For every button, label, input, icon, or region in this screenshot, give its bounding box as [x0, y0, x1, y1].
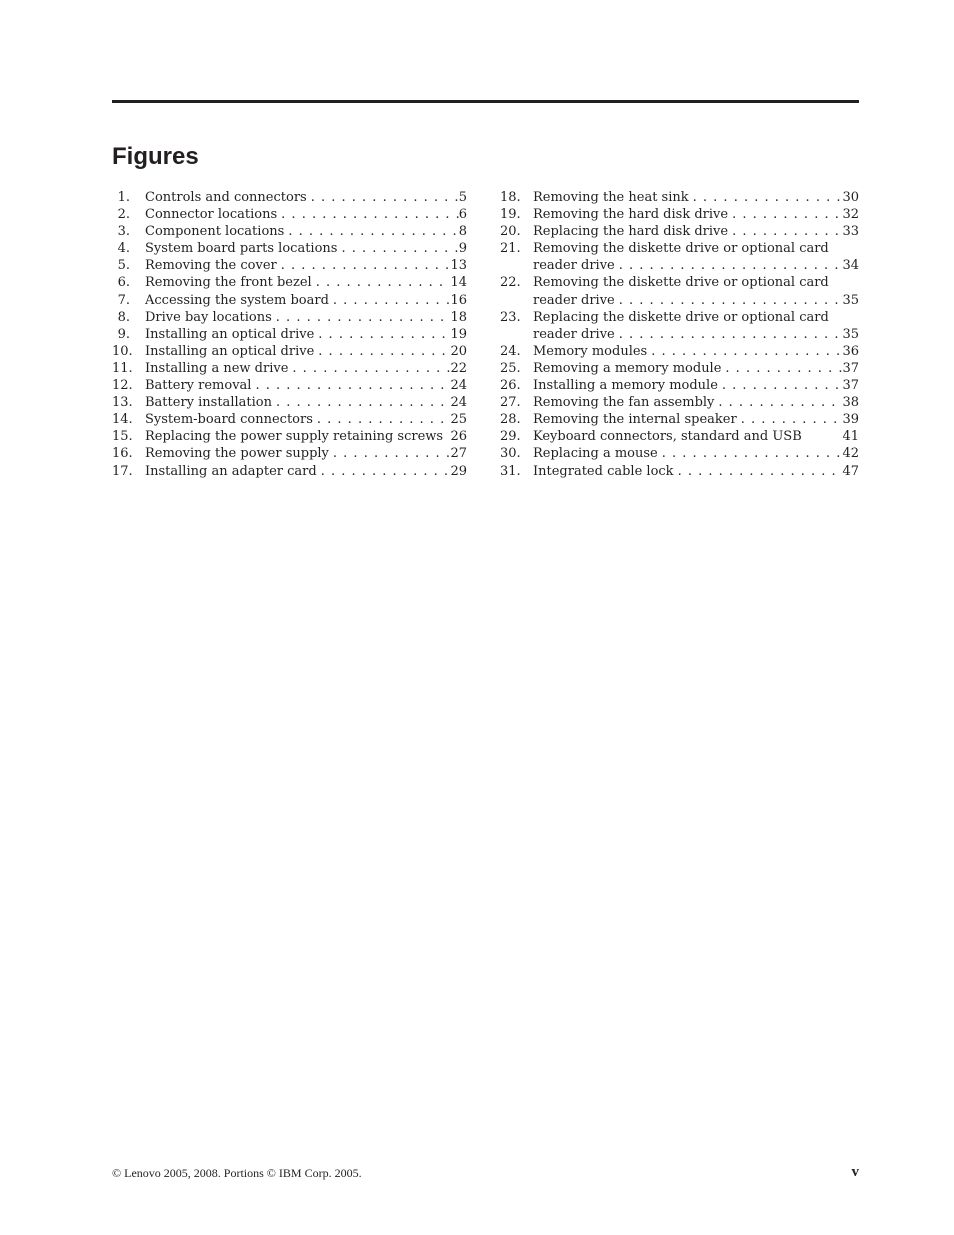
- dot-leader: [337, 240, 458, 257]
- entry-page-number: 29: [450, 463, 467, 479]
- entry-body: [533, 394, 859, 411]
- entry-page-number: 16: [450, 292, 467, 308]
- entry-line: [145, 274, 467, 291]
- entry-number: 8.: [117, 309, 130, 325]
- entry-page-number: 27: [450, 446, 467, 462]
- entry-line: [145, 377, 467, 394]
- entry-title: Removing the front bezel: [145, 275, 312, 291]
- toc-entry[interactable]: [112, 445, 467, 462]
- entry-page-number: 14: [450, 275, 467, 291]
- toc-entry[interactable]: [500, 274, 859, 308]
- entry-page-number: 35: [842, 292, 859, 308]
- entry-body: [533, 223, 859, 240]
- entry-title: reader drive: [533, 326, 615, 342]
- entry-page-number: 37: [842, 378, 859, 394]
- top-rule: [112, 100, 859, 103]
- entry-body: [145, 257, 467, 274]
- entry-body: [145, 377, 467, 394]
- entry-page-number: 9: [458, 241, 467, 257]
- entry-line: [533, 326, 859, 343]
- entry-page-number: 39: [842, 412, 859, 428]
- toc-entry[interactable]: [500, 223, 859, 240]
- entry-line: [145, 428, 467, 445]
- entry-body: [145, 274, 467, 291]
- entry-number: 13.: [112, 395, 133, 411]
- toc-entry[interactable]: [500, 189, 859, 206]
- entry-number: 1.: [117, 190, 130, 205]
- entry-number: 26.: [500, 378, 521, 394]
- entry-title: Installing a memory module: [533, 378, 718, 394]
- toc-entry[interactable]: [112, 411, 467, 428]
- entry-page-number: 20: [450, 343, 467, 359]
- entry-body: [145, 326, 467, 343]
- entry-number: 18.: [500, 190, 521, 205]
- dot-leader: [647, 343, 842, 360]
- dot-leader: [737, 411, 843, 428]
- entry-title: System-board connectors: [145, 412, 313, 428]
- entry-page-number: 30: [842, 190, 859, 205]
- entry-number: 31.: [500, 463, 521, 479]
- dot-leader: [615, 257, 843, 274]
- toc-entry[interactable]: [500, 445, 859, 462]
- entry-line: [145, 394, 467, 411]
- dot-leader: [251, 377, 450, 394]
- entry-title: Replacing the hard disk drive: [533, 224, 729, 240]
- entry-title: Battery removal: [145, 378, 252, 394]
- dot-leader: [329, 292, 451, 309]
- entry-title-line1: Replacing the diskette drive or optional card: [533, 309, 829, 325]
- entry-line: [145, 411, 467, 428]
- entry-line: [533, 189, 859, 206]
- entry-body: [533, 309, 859, 343]
- toc-entry[interactable]: [112, 189, 467, 206]
- toc-entry[interactable]: [112, 274, 467, 291]
- toc-entry[interactable]: [500, 206, 859, 223]
- entry-title: reader drive: [533, 258, 615, 274]
- entry-line: [145, 309, 467, 326]
- entry-number: 3.: [117, 224, 130, 240]
- dot-leader: [314, 343, 450, 360]
- toc-entry[interactable]: [112, 223, 467, 240]
- entry-body: [533, 360, 859, 377]
- dot-leader: [272, 309, 451, 326]
- entry-title-line1: Removing the diskette drive or optional card: [533, 241, 829, 257]
- entry-page-number: 35: [842, 326, 859, 342]
- dot-leader: [277, 206, 459, 223]
- toc-left-column: [112, 189, 467, 480]
- dot-leader: [277, 257, 451, 274]
- dot-leader: [674, 463, 843, 480]
- toc-entry[interactable]: [112, 292, 467, 309]
- entry-body: [533, 240, 859, 274]
- entry-body: [145, 360, 467, 377]
- entry-body: [533, 343, 859, 360]
- dot-leader: [718, 377, 843, 394]
- toc-entry[interactable]: [112, 343, 467, 360]
- entry-number: 2.: [117, 207, 130, 223]
- entry-title: Installing an optical drive: [145, 343, 315, 359]
- entry-number: 12.: [112, 378, 133, 394]
- entry-line: [533, 223, 859, 240]
- entry-body: [145, 428, 467, 445]
- entry-page-number: 26: [450, 429, 467, 445]
- entry-line: [533, 360, 859, 377]
- entry-line: [533, 428, 859, 445]
- footer-page-number: v: [851, 1164, 859, 1180]
- entry-title: Battery installation: [145, 395, 272, 411]
- dot-leader: [312, 274, 451, 291]
- entry-body: [145, 189, 467, 206]
- entry-line: [145, 240, 467, 257]
- entry-title: Controls and connectors: [145, 190, 307, 205]
- entry-number: 29.: [500, 429, 521, 445]
- entry-number: 4.: [117, 241, 130, 257]
- dot-leader: [615, 326, 843, 343]
- dot-leader: [272, 394, 450, 411]
- entry-title: Connector locations: [145, 207, 278, 223]
- entry-page-number: 42: [842, 446, 859, 462]
- entry-page-number: 13: [450, 258, 467, 274]
- entry-line: [145, 189, 467, 206]
- entry-body: [533, 274, 859, 308]
- dot-leader: [658, 445, 843, 462]
- entry-line: [145, 206, 467, 223]
- entry-title: Keyboard connectors, standard and USB: [533, 429, 802, 445]
- toc-entry[interactable]: [500, 309, 859, 343]
- toc-right-column: [500, 189, 859, 480]
- entry-title: Removing the fan assembly: [533, 395, 715, 411]
- entry-body: [145, 292, 467, 309]
- entry-number: 22.: [500, 275, 521, 291]
- entry-title: Removing the power supply: [145, 446, 329, 462]
- toc-entry[interactable]: [112, 428, 467, 445]
- entry-body: [145, 240, 467, 257]
- entry-page-number: 41: [842, 429, 859, 445]
- toc-entry[interactable]: [112, 309, 467, 326]
- entry-title: Integrated cable lock: [533, 463, 674, 479]
- entry-body: [145, 411, 467, 428]
- entry-page-number: 6: [458, 207, 467, 223]
- entry-number: 7.: [117, 292, 130, 308]
- dot-leader: [307, 189, 459, 206]
- entry-line: [145, 292, 467, 309]
- entry-line: [145, 257, 467, 274]
- toc-entry[interactable]: [500, 463, 859, 480]
- dot-leader: [329, 445, 451, 462]
- entry-page-number: 25: [450, 412, 467, 428]
- entry-body: [533, 377, 859, 394]
- entry-line: [145, 326, 467, 343]
- entry-body: [533, 206, 859, 223]
- dot-leader: [284, 223, 458, 240]
- dot-leader: [314, 326, 450, 343]
- entry-title: Memory modules: [533, 343, 648, 359]
- entry-title: System board parts locations: [145, 241, 338, 257]
- entry-title: Replacing a mouse: [533, 446, 658, 462]
- toc-entry[interactable]: [500, 240, 859, 274]
- entry-title: Removing the hard disk drive: [533, 207, 729, 223]
- dot-leader: [615, 292, 843, 309]
- entry-number: 20.: [500, 224, 521, 240]
- entry-page-number: 5: [458, 190, 467, 205]
- entry-title: Installing an adapter card: [145, 463, 317, 479]
- entry-line: [145, 343, 467, 360]
- entry-page-number: 24: [450, 378, 467, 394]
- entry-title: Removing the heat sink: [533, 190, 689, 205]
- entry-title: Installing an optical drive: [145, 326, 315, 342]
- entry-body: [533, 428, 859, 445]
- entry-number: 6.: [117, 275, 130, 291]
- entry-page-number: 38: [842, 395, 859, 411]
- entry-number: 16.: [112, 446, 133, 462]
- entry-body: [145, 445, 467, 462]
- entry-title: Removing the cover: [145, 258, 277, 274]
- entry-title: Drive bay locations: [145, 309, 272, 325]
- entry-number: 9.: [117, 326, 130, 342]
- dot-leader: [714, 394, 842, 411]
- footer-copyright: © Lenovo 2005, 2008. Portions © IBM Corp. 2005.: [112, 1166, 362, 1180]
- entry-number: 23.: [500, 309, 521, 325]
- toc-entry[interactable]: [500, 343, 859, 360]
- entry-page-number: 22: [450, 360, 467, 376]
- toc-entry[interactable]: [500, 360, 859, 377]
- entry-line: [533, 343, 859, 360]
- entry-title: Installing a new drive: [145, 360, 289, 376]
- entry-number: 24.: [500, 343, 521, 359]
- entry-title: Removing a memory module: [533, 360, 722, 376]
- dot-leader: [313, 411, 451, 428]
- entry-body: [145, 223, 467, 240]
- entry-line: [145, 223, 467, 240]
- entry-page-number: 33: [842, 224, 859, 240]
- toc-entry[interactable]: [112, 326, 467, 343]
- entry-number: 19.: [500, 207, 521, 223]
- entry-body: [533, 189, 859, 206]
- entry-title: Removing the internal speaker: [533, 412, 737, 428]
- dot-leader: [728, 206, 842, 223]
- entry-title-line1: Removing the diskette drive or optional card: [533, 275, 829, 291]
- toc-entry[interactable]: [112, 394, 467, 411]
- entry-page-number: 8: [458, 224, 467, 240]
- entry-line: [533, 257, 859, 274]
- dot-leader: [288, 360, 450, 377]
- entry-body: [145, 309, 467, 326]
- toc-entry[interactable]: [112, 257, 467, 274]
- entry-number: 14.: [112, 412, 133, 428]
- entry-line: [533, 292, 859, 309]
- entry-line: [533, 377, 859, 394]
- toc-entry[interactable]: [112, 240, 467, 257]
- toc-entry[interactable]: [112, 206, 467, 223]
- entry-number: 10.: [112, 343, 133, 359]
- toc-entry[interactable]: [500, 394, 859, 411]
- toc-entry[interactable]: [112, 463, 467, 480]
- entry-page-number: 19: [450, 326, 467, 342]
- toc-entry[interactable]: [500, 377, 859, 394]
- page-title: Figures: [112, 143, 199, 170]
- entry-number: 17.: [112, 463, 133, 479]
- toc-entry[interactable]: [112, 377, 467, 394]
- entry-number: 21.: [500, 241, 521, 257]
- entry-title: reader drive: [533, 292, 615, 308]
- entry-body: [533, 445, 859, 462]
- entry-page-number: 32: [842, 207, 859, 223]
- entry-body: [533, 463, 859, 480]
- entry-number: 11.: [112, 360, 133, 376]
- entry-page-number: 37: [842, 360, 859, 376]
- entry-body: [145, 394, 467, 411]
- entry-number: 25.: [500, 360, 521, 376]
- entry-number: 28.: [500, 412, 521, 428]
- toc-entry[interactable]: [500, 411, 859, 428]
- entry-line: [533, 394, 859, 411]
- entry-line: [533, 411, 859, 428]
- entry-title: Component locations: [145, 224, 285, 240]
- entry-body: [533, 411, 859, 428]
- entry-line: [533, 206, 859, 223]
- entry-page-number: 24: [450, 395, 467, 411]
- entry-number: 15.: [112, 429, 133, 445]
- entry-body: [145, 206, 467, 223]
- entry-page-number: 36: [842, 343, 859, 359]
- entry-body: [145, 463, 467, 480]
- entry-body: [145, 343, 467, 360]
- entry-number: 27.: [500, 395, 521, 411]
- dot-leader: [728, 223, 842, 240]
- entry-line: [145, 463, 467, 480]
- entry-page-number: 34: [842, 258, 859, 274]
- dot-leader: [317, 463, 451, 480]
- entry-number: 5.: [117, 258, 130, 274]
- entry-title: Accessing the system board: [145, 292, 329, 308]
- entry-line: [533, 445, 859, 462]
- entry-line: [533, 463, 859, 480]
- entry-title: Replacing the power supply retaining screws: [145, 429, 444, 445]
- dot-leader: [721, 360, 842, 377]
- toc-entry[interactable]: [112, 360, 467, 377]
- entry-line: [145, 360, 467, 377]
- dot-leader: [689, 189, 843, 206]
- entry-line: [145, 445, 467, 462]
- entry-page-number: 47: [842, 463, 859, 479]
- entry-number: 30.: [500, 446, 521, 462]
- entry-page-number: 18: [450, 309, 467, 325]
- toc-entry[interactable]: [500, 428, 859, 445]
